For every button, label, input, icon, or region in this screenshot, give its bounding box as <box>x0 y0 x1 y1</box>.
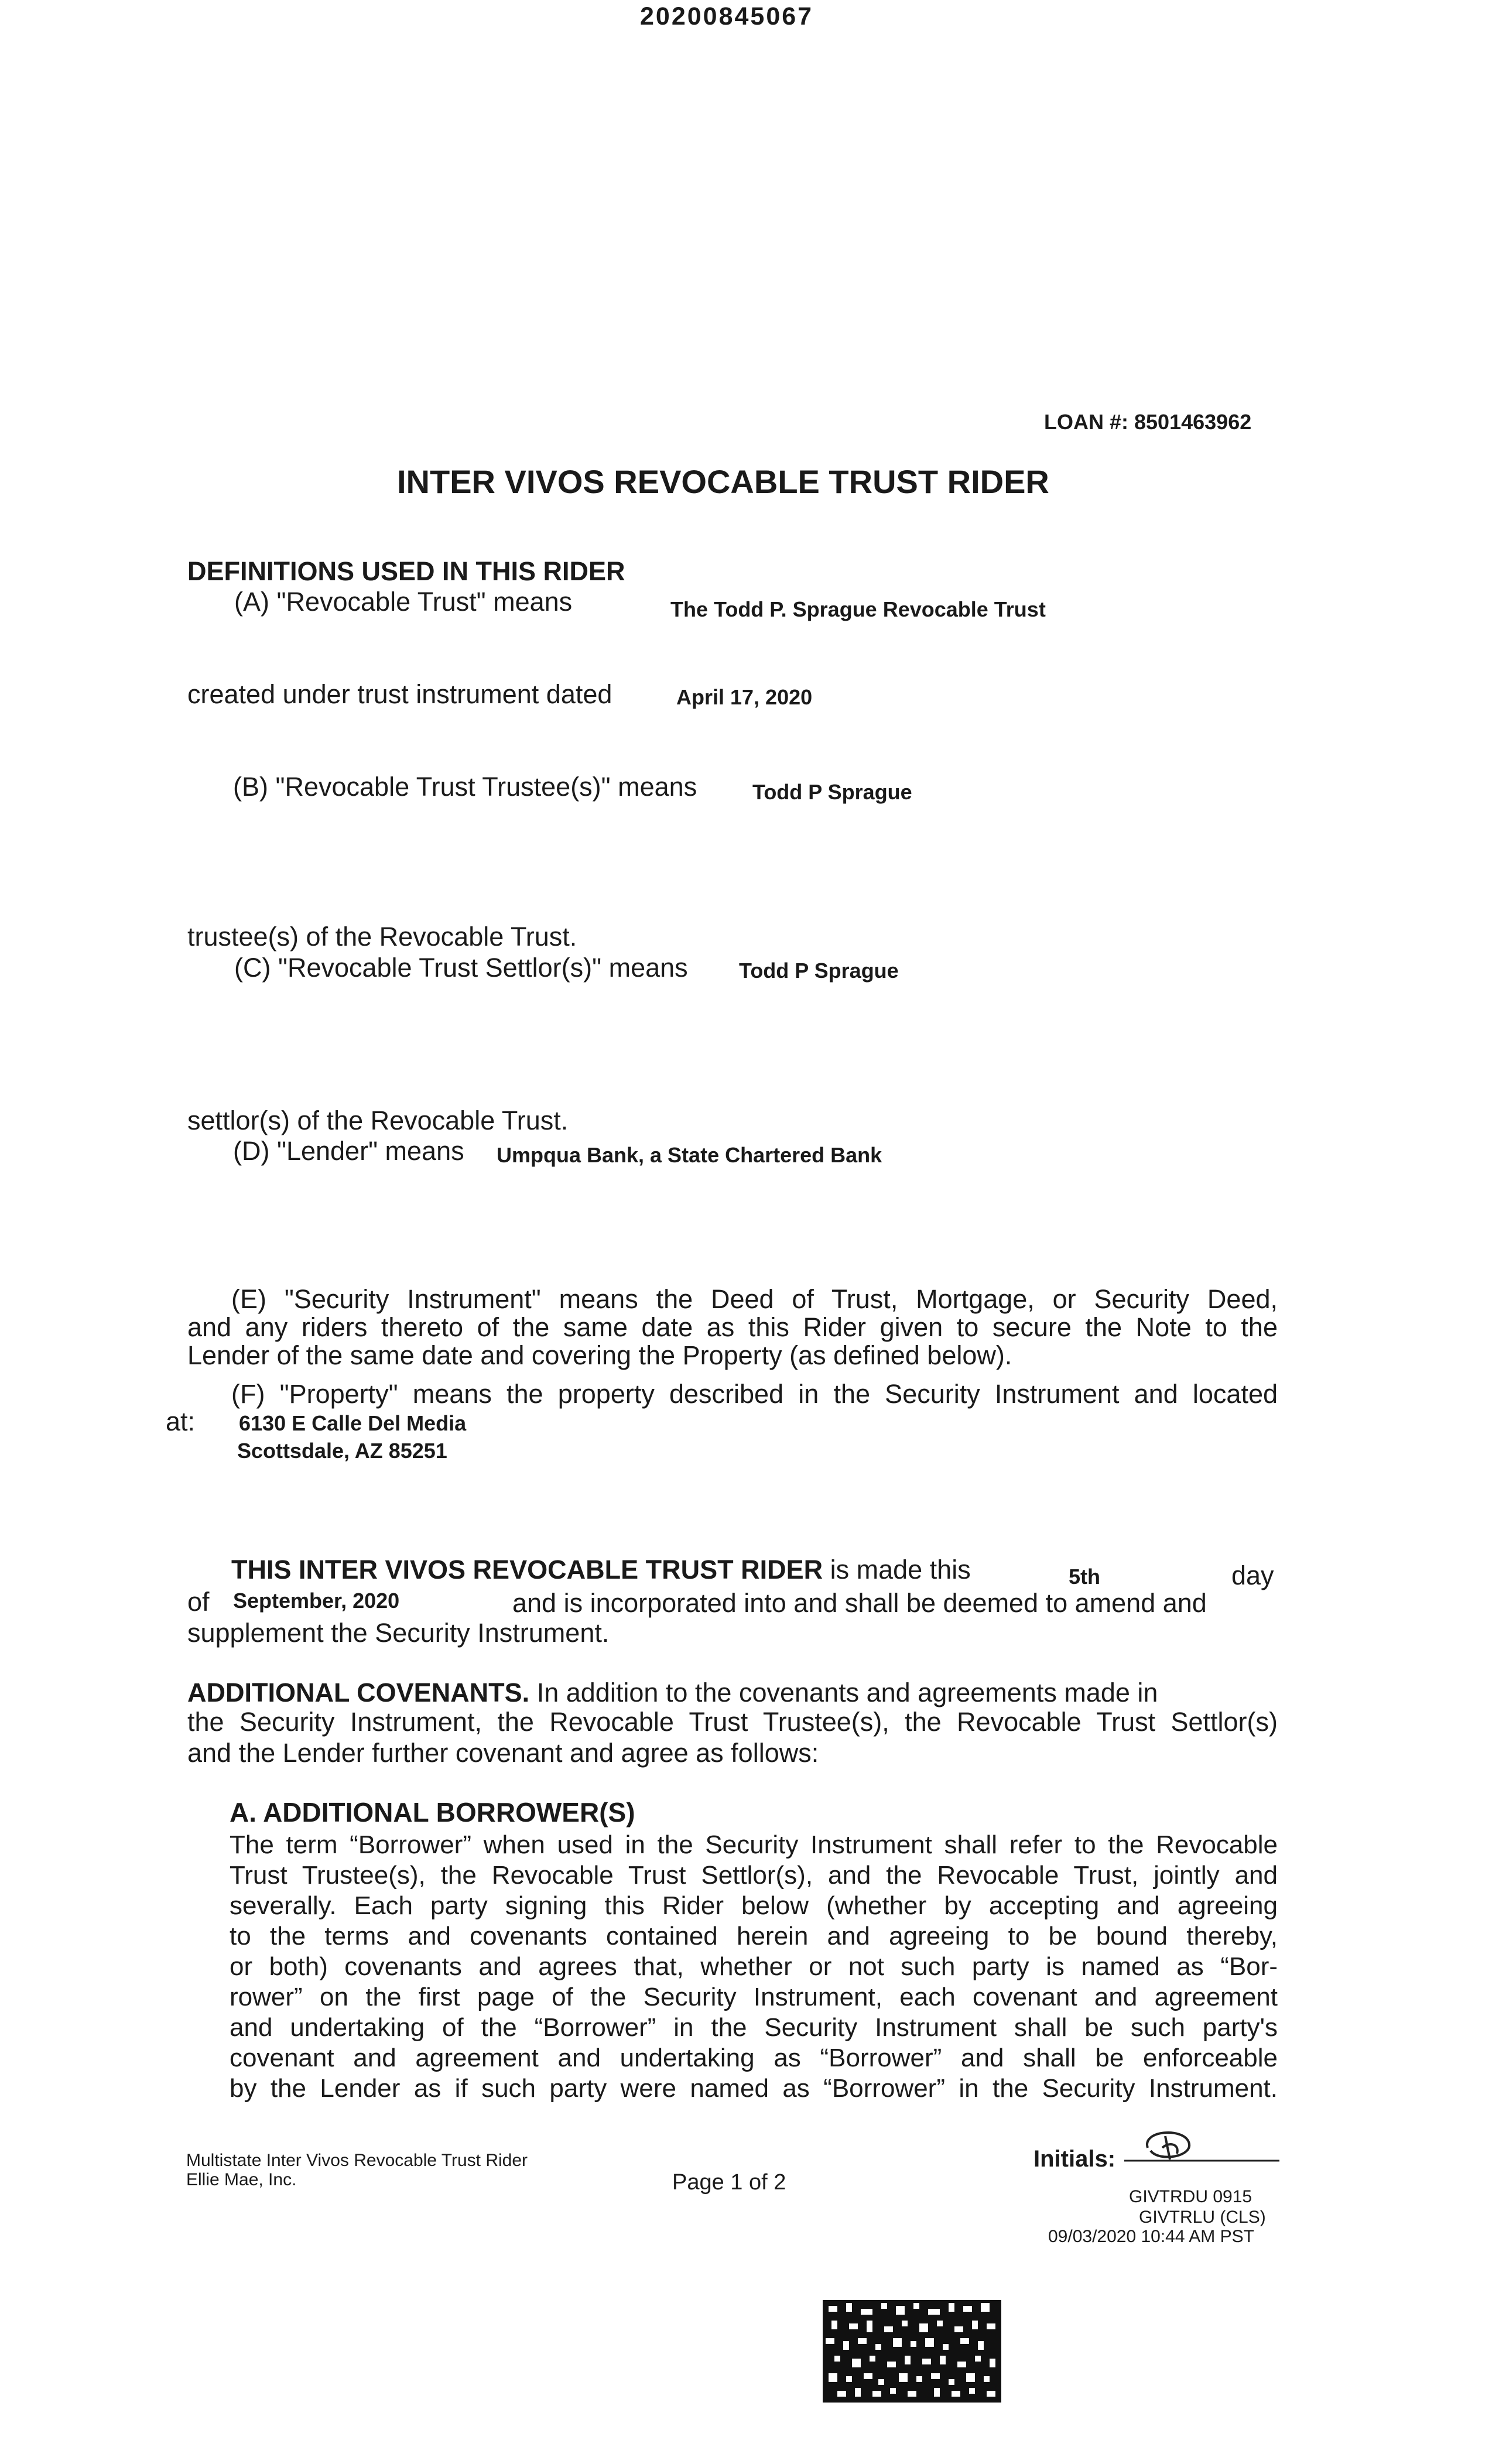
made-day-word: day <box>1231 1560 1274 1590</box>
initials-signature <box>1124 2124 1282 2171</box>
def-e-line: and any riders thereto of the same date as this Rider given to secure the Note to the <box>187 1312 1278 1342</box>
def-e-line: (E) "Security Instrument" means the Deed of Trust, Mortgage, or Security Deed, <box>231 1284 1278 1314</box>
def-f-at: at: <box>166 1406 196 1436</box>
covenants-line1-rest: In addition to the covenants and agreements made in <box>536 1678 1158 1707</box>
covenants-line3: and the Lender further covenant and agree as follows: <box>187 1738 819 1768</box>
page-title: INTER VIVOS REVOCABLE TRUST RIDER <box>397 463 1049 500</box>
covenants-heading: ADDITIONAL COVENANTS. <box>187 1678 530 1707</box>
def-c-label: (C) "Revocable Trust Settlor(s)" means <box>234 953 688 983</box>
section-a-line: Trust Trustee(s), the Revocable Trust Settlor(s), and the Revocable Trust, jointly and <box>230 1861 1278 1890</box>
barcode-image <box>823 2300 1001 2403</box>
section-a-line: to the terms and covenants contained herein and agreeing to be bound thereby, <box>230 1922 1278 1950</box>
made-day-value: 5th <box>1069 1565 1100 1589</box>
section-a-line: and undertaking of the “Borrower” in the Security Instrument shall be such party's <box>230 2013 1278 2042</box>
made-month-value: September, 2020 <box>233 1589 400 1613</box>
def-a-dated-value: April 17, 2020 <box>676 685 813 709</box>
section-a-line: by the Lender as if such party were named as “Borrower” in the Security Instrument. <box>230 2074 1278 2103</box>
section-a-line: or both) covenants and agrees that, whether or not such party is named as “Bor- <box>230 1952 1278 1981</box>
def-d-value: Umpqua Bank, a State Chartered Bank <box>497 1143 882 1167</box>
made-lead-rest: is made this <box>830 1555 971 1585</box>
def-e-paragraph <box>187 1285 1278 1370</box>
def-b-label: (B) "Revocable Trust Trustee(s)" means <box>233 772 697 802</box>
section-a-line: rower” on the first page of the Security Instrument, each covenant and agreement <box>230 1983 1278 2011</box>
definitions-heading: DEFINITIONS USED IN THIS RIDER <box>187 556 625 586</box>
property-address-line2: Scottsdale, AZ 85251 <box>237 1439 447 1463</box>
footer-code2: GIVTRLU (CLS) <box>1139 2208 1266 2227</box>
def-a-value: The Todd P. Sprague Revocable Trust <box>670 597 1046 621</box>
footer-code1: GIVTRDU 0915 <box>1129 2187 1252 2206</box>
def-c-value: Todd P Sprague <box>739 959 899 983</box>
made-lead-bold: THIS INTER VIVOS REVOCABLE TRUST RIDER <box>231 1555 823 1585</box>
def-a-label: (A) "Revocable Trust" means <box>234 587 573 617</box>
recording-number: 20200845067 <box>640 2 814 30</box>
def-d-label: (D) "Lender" means <box>233 1136 464 1166</box>
def-b-tail: trustee(s) of the Revocable Trust. <box>187 922 577 952</box>
footer-timestamp: 09/03/2020 10:44 AM PST <box>1048 2227 1254 2246</box>
property-address-line1: 6130 E Calle Del Media <box>239 1411 467 1435</box>
made-of-word: of <box>187 1587 210 1617</box>
section-a-heading: A. ADDITIONAL BORROWER(S) <box>230 1797 635 1828</box>
def-c-tail: settlor(s) of the Revocable Trust. <box>187 1106 569 1135</box>
footer-form-name: Multistate Inter Vivos Revocable Trust Rider <box>186 2151 528 2170</box>
loan-label: LOAN #: <box>1044 410 1128 434</box>
def-a-dated-label: created under trust instrument dated <box>187 679 612 709</box>
made-line1 <box>231 1555 971 1585</box>
covenants-line1 <box>187 1678 1158 1708</box>
made-line3: supplement the Security Instrument. <box>187 1618 610 1648</box>
made-line2-rest: and is incorporated into and shall be deemed to amend and <box>512 1588 1207 1618</box>
section-a-line: The term “Borrower” when used in the Security Instrument shall refer to the Revocable <box>230 1830 1278 1859</box>
footer-page-number: Page 1 of 2 <box>672 2170 786 2195</box>
footer-publisher: Ellie Mae, Inc. <box>186 2170 297 2189</box>
def-b-value: Todd P Sprague <box>752 780 912 804</box>
covenants-line2: the Security Instrument, the Revocable Trust Trustee(s), the Revocable Trust Settlor(s) <box>187 1707 1278 1737</box>
def-f-line: (F) "Property" means the property described in the Security Instrument and located <box>231 1379 1278 1409</box>
section-a-paragraph <box>230 1830 1278 2104</box>
def-e-line: Lender of the same date and covering the Property (as defined below). <box>187 1340 1012 1370</box>
section-a-line: covenant and agreement and undertaking as “Borrower” and shall be enforceable <box>230 2044 1278 2072</box>
section-a-line: severally. Each party signing this Rider below (whether by accepting and agreeing <box>230 1891 1278 1920</box>
footer-initials-label: Initials: <box>1033 2146 1116 2172</box>
loan-number-value: 8501463962 <box>1134 410 1252 434</box>
loan-number <box>1044 410 1251 434</box>
